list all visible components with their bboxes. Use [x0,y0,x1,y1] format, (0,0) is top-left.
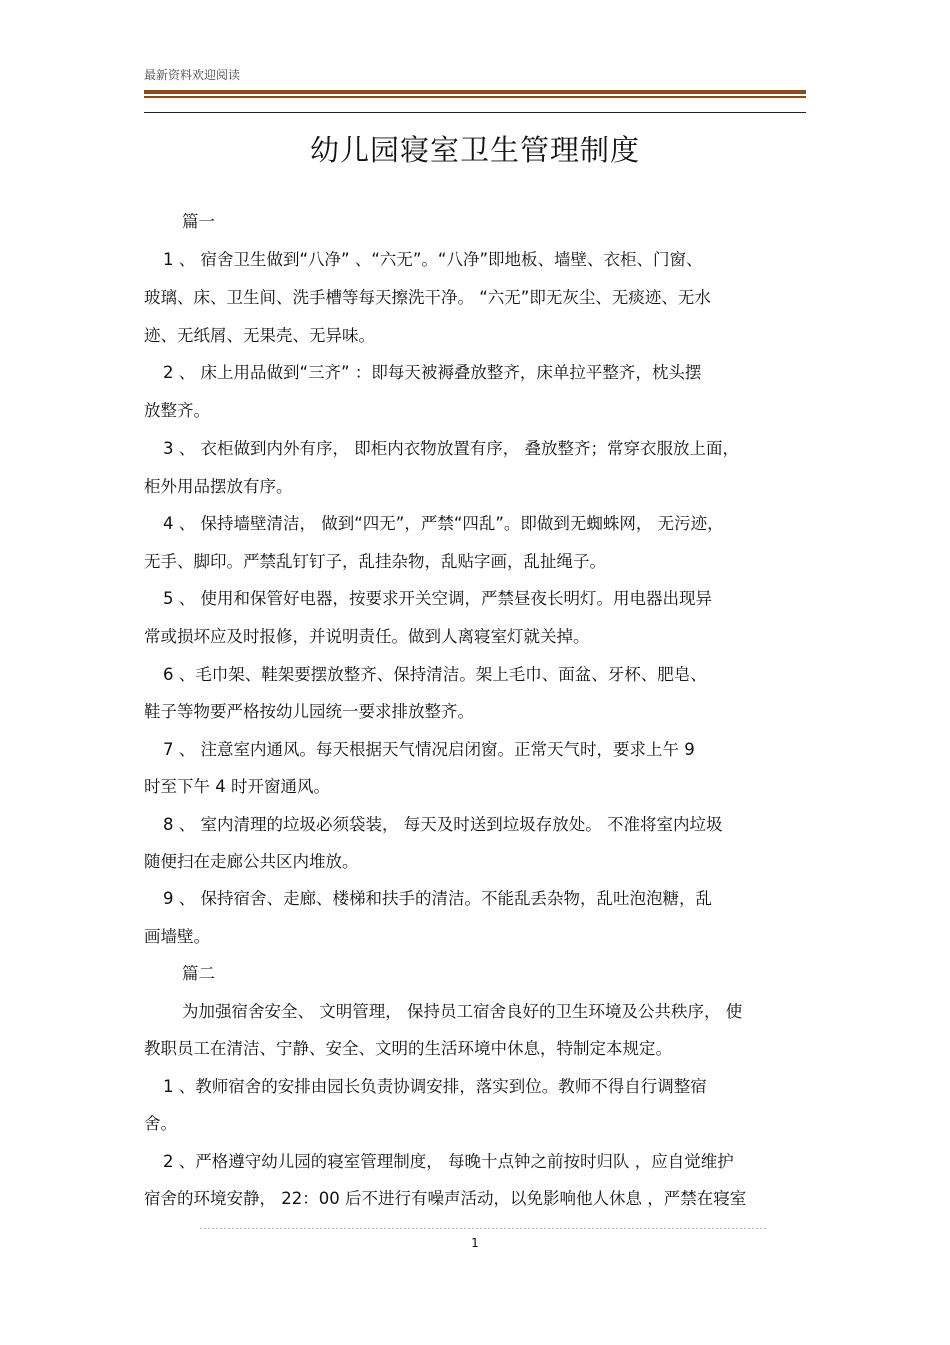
page-header: 最新资料欢迎阅读 [144,68,241,82]
paragraph-line: 教职员工在清洁、宁静、安全、文明的生活环境中休息，特制定本规定。 [144,1039,672,1058]
paragraph-line: 迹、无纸屑、无果壳、无异味。 [144,326,375,345]
paragraph-line: 常或损坏应及时报修，并说明责任。做到人离寝室灯就关掉。 [144,627,590,646]
paragraph-line: 舍。 [144,1114,177,1133]
header-rule-secondary [144,96,806,98]
paragraph-line: 8 、 室内清理的垃圾必须袋装， 每天及时送到垃圾存放处。 不准将室内垃圾 [163,815,723,834]
document-title: 幼儿园寝室卫生管理制度 [309,133,640,167]
paragraph-line: 时至下午 4 时开窗通风。 [144,777,330,796]
paragraph-line: 7 、 注意室内通风。每天根据天气情况启闭窗。正常天气时，要求上午 9 [163,740,695,759]
paragraph-line: 5 、 使用和保管好电器，按要求开关空调，严禁昼夜长明灯。用电器出现异 [163,589,712,608]
footer-rule [200,1228,766,1229]
section-heading: 篇二 [182,964,215,983]
paragraph-line: 2 、 床上用品做到“三齐” ：即每天被褥叠放整齐，床单拉平整齐，枕头摆 [163,363,702,382]
paragraph-line: 6 、毛巾架、鞋架要摆放整齐、保持清洁。架上毛巾、面盆、牙杯、肥皂、 [163,665,707,684]
paragraph-line: 无手、脚印。严禁乱钉钉子，乱挂杂物，乱贴字画，乱扯绳子。 [144,552,606,571]
page-number: 1 [471,1236,479,1250]
header-rule [144,90,806,94]
paragraph-line: 4 、 保持墙壁清洁， 做到“四无”，严禁“四乱”。即做到无蜘蛛网， 无污迹， [163,514,724,533]
paragraph-line: 1 、教师宿舍的安排由园长负责协调安排，落实到位。教师不得自行调整宿 [163,1077,707,1096]
paragraph-line: 玻璃、床、卫生间、洗手槽等每天擦洗干净。 “六无”即无灰尘、无痰迹、无水 [144,288,711,307]
header-rule-thin [144,112,806,113]
paragraph-line: 随便扫在走廊公共区内堆放。 [144,852,359,871]
paragraph-line: 鞋子等物要严格按幼儿园统一要求排放整齐。 [144,702,474,721]
section-heading: 篇一 [182,212,215,231]
paragraph-line: 宿舍的环境安静， 22：00 后不进行有噪声活动，以免影响他人休息 ，严禁在寝室 [144,1189,747,1208]
paragraph-line: 3 、 衣柜做到内外有序， 即柜内衣物放置有序， 叠放整齐；常穿衣服放上面， [163,439,739,458]
paragraph-line: 1 、 宿舍卫生做到“八净” 、“六无”。“八净”即地板、墙壁、衣柜、门窗、 [163,250,703,269]
paragraph-line: 放整齐。 [144,401,210,420]
paragraph-line: 2 、严格遵守幼儿园的寝室管理制度， 每晚十点钟之前按时归队 ，应自觉维护 [163,1152,734,1171]
paragraph-line: 柜外用品摆放有序。 [144,477,293,496]
paragraph-line: 画墙壁。 [144,927,210,946]
paragraph-line: 9 、 保持宿舍、走廊、楼梯和扶手的清洁。不能乱丢杂物，乱吐泡泡糖，乱 [163,889,712,908]
paragraph-line: 为加强宿舍安全、 文明管理， 保持员工宿舍良好的卫生环境及公共秩序， 使 [182,1002,743,1021]
